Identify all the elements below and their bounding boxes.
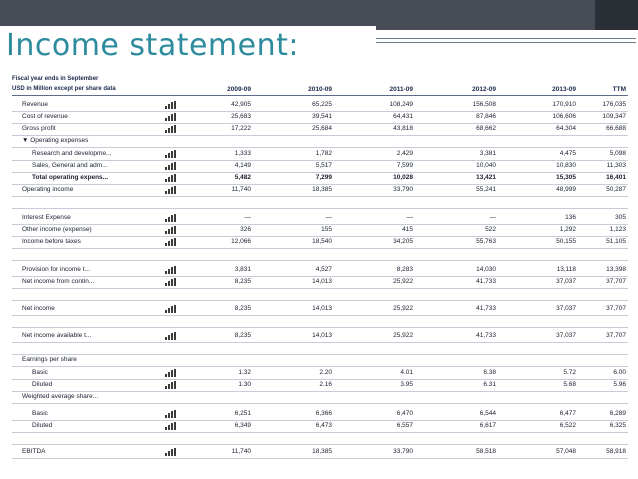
value-cell-2013-09: 4,475 (559, 150, 576, 157)
row-label: Revenue (22, 101, 49, 108)
table-row (12, 135, 628, 148)
value-cell-2011-09: 8,283 (396, 266, 413, 273)
row-label: Operating income (22, 186, 74, 193)
value-cell-2013-09: 64,304 (556, 125, 576, 132)
value-cell-2011-09: 4.01 (400, 369, 413, 376)
row-label: Diluted (32, 381, 53, 388)
row-label: Gross profit (22, 125, 56, 132)
row-label: Sales, General and adm... (32, 162, 108, 169)
value-cell-TTM: 58,918 (606, 448, 626, 455)
table-row (12, 354, 628, 367)
value-cell-2011-09: 3.95 (400, 381, 413, 388)
value-cell-2012-09: 68,662 (476, 125, 496, 132)
value-cell-2009-09: 8,235 (234, 305, 251, 312)
value-cell-2009-09: 12,066 (231, 238, 251, 245)
value-cell-2012-09: 41,733 (476, 278, 496, 285)
value-cell-TTM: 5.96 (613, 381, 626, 388)
value-cell-TTM: 13,398 (606, 266, 626, 273)
value-cell-2011-09: 7,599 (396, 162, 413, 169)
year-header-2012-09: 2012-09 (472, 86, 496, 93)
value-cell-2012-09: 41,733 (476, 305, 496, 312)
value-cell-2011-09: 64,431 (393, 113, 413, 120)
fiscal-year-note: Fiscal year ends in September (12, 76, 99, 82)
chart-icon[interactable] (165, 410, 179, 418)
value-cell-TTM: 6,289 (609, 410, 626, 417)
value-cell-2013-09: 10,830 (556, 162, 576, 169)
value-cell-2013-09: 6,522 (559, 422, 576, 429)
year-header-2009-09: 2009-09 (227, 86, 251, 93)
value-cell-2012-09: 6,617 (479, 422, 496, 429)
value-cell-2009-09: 1.32 (238, 369, 251, 376)
value-cell-2013-09: 13,118 (556, 266, 576, 273)
value-cell-TTM: 50,287 (606, 186, 626, 193)
row-label: Basic (32, 369, 48, 376)
value-cell-2012-09: — (489, 214, 496, 221)
value-cell-TTM: 66,688 (606, 125, 626, 132)
value-cell-2011-09: 108,249 (389, 101, 413, 108)
value-cell-2010-09: 39,541 (312, 113, 332, 120)
slide-title: Income statement: (6, 28, 299, 63)
row-label: Net income (22, 305, 55, 312)
row-label: Basic (32, 410, 48, 417)
title-rule-2 (376, 42, 636, 43)
value-cell-2010-09: 4,527 (315, 266, 332, 273)
value-cell-2011-09: 25,922 (393, 305, 413, 312)
value-cell-2013-09: 5.68 (563, 381, 576, 388)
chart-icon[interactable] (165, 305, 179, 313)
value-cell-2012-09: 6.31 (483, 381, 496, 388)
value-cell-2009-09: 3,831 (234, 266, 251, 273)
chart-icon[interactable] (165, 332, 179, 340)
value-cell-2010-09: 14,013 (312, 332, 332, 339)
value-cell-2010-09: 6,366 (315, 410, 332, 417)
value-cell-2011-09: 25,922 (393, 332, 413, 339)
value-cell-2013-09: 37,037 (556, 332, 576, 339)
table-row (12, 446, 628, 459)
value-cell-TTM: 37,707 (606, 278, 626, 285)
chart-icon[interactable] (165, 186, 179, 194)
value-cell-2010-09: 2.16 (319, 381, 332, 388)
value-cell-2009-09: 1.30 (238, 381, 251, 388)
chart-icon[interactable] (165, 174, 179, 182)
table-row (12, 288, 628, 301)
value-cell-2013-09: 57,048 (556, 448, 576, 455)
table-row (12, 432, 628, 445)
row-label: Diluted (32, 422, 53, 429)
value-cell-2013-09: 5.72 (563, 369, 576, 376)
year-header-2013-09: 2013-09 (552, 86, 576, 93)
chart-icon[interactable] (165, 381, 179, 389)
value-cell-2009-09: — (244, 214, 251, 221)
value-cell-2013-09: 136 (565, 214, 576, 221)
value-cell-TTM: 5,098 (609, 150, 626, 157)
value-cell-2012-09: 10,040 (476, 162, 496, 169)
value-cell-TTM: 109,347 (602, 113, 626, 120)
table-row (12, 248, 628, 261)
chart-icon[interactable] (165, 266, 179, 274)
value-cell-2012-09: 14,030 (476, 266, 496, 273)
value-cell-2012-09: 41,733 (476, 332, 496, 339)
value-cell-2013-09: 50,155 (556, 238, 576, 245)
value-cell-2011-09: 10,028 (393, 174, 413, 181)
value-cell-2012-09: 3,381 (479, 150, 496, 157)
table-row (12, 391, 628, 404)
value-cell-2009-09: 326 (240, 226, 251, 233)
row-label: EBITDA (22, 448, 46, 455)
value-cell-2010-09: 25,684 (312, 125, 332, 132)
row-label: Income before taxes (22, 238, 81, 245)
value-cell-2011-09: 6,557 (396, 422, 413, 429)
value-cell-2009-09: 6,349 (234, 422, 251, 429)
year-header-2011-09: 2011-09 (389, 86, 413, 93)
row-label: Net income available t... (22, 332, 92, 339)
value-cell-2012-09: 55,241 (476, 186, 496, 193)
chart-icon[interactable] (165, 226, 179, 234)
table-row (12, 315, 628, 328)
value-cell-2011-09: 43,818 (393, 125, 413, 132)
chart-icon[interactable] (165, 150, 179, 158)
value-cell-2011-09: 415 (402, 226, 413, 233)
value-cell-2010-09: 6,473 (315, 422, 332, 429)
value-cell-2009-09: 42,905 (231, 101, 251, 108)
value-cell-2009-09: 11,740 (231, 448, 251, 455)
units-note: USD in Million except per share data (12, 86, 116, 92)
row-label: Earnings per share (22, 356, 77, 363)
chart-icon[interactable] (165, 448, 179, 456)
value-cell-2010-09: 7,299 (315, 174, 332, 181)
value-cell-2011-09: 34,205 (393, 238, 413, 245)
value-cell-2011-09: 33,790 (393, 448, 413, 455)
value-cell-2010-09: 65,225 (312, 101, 332, 108)
value-cell-TTM: 1,123 (609, 226, 626, 233)
value-cell-2012-09: 6.38 (483, 369, 496, 376)
value-cell-2009-09: 5,482 (234, 174, 251, 181)
value-cell-2012-09: 6,544 (479, 410, 496, 417)
value-cell-2010-09: 5,517 (315, 162, 332, 169)
row-label: Interest Expense (22, 214, 71, 221)
title-rule (376, 38, 636, 39)
value-cell-2009-09: 11,740 (231, 186, 251, 193)
table-row (12, 196, 628, 209)
value-cell-2009-09: 8,235 (234, 332, 251, 339)
value-cell-2013-09: 15,305 (556, 174, 576, 181)
value-cell-2012-09: 55,763 (476, 238, 496, 245)
value-cell-2009-09: 4,149 (234, 162, 251, 169)
chart-icon[interactable] (165, 113, 179, 121)
chart-icon[interactable] (165, 162, 179, 170)
row-label: ▼ Operating expenses (22, 137, 89, 144)
value-cell-2012-09: 87,846 (476, 113, 496, 120)
value-cell-2013-09: 6,477 (559, 410, 576, 417)
value-cell-2010-09: 18,385 (312, 448, 332, 455)
value-cell-2010-09: — (325, 214, 332, 221)
value-cell-2013-09: 37,037 (556, 305, 576, 312)
row-label: Total operating expens... (32, 174, 109, 181)
row-label: Net income from contin... (22, 278, 95, 285)
value-cell-2011-09: 33,790 (393, 186, 413, 193)
chart-icon[interactable] (165, 214, 179, 222)
value-cell-TTM: 16,401 (606, 174, 626, 181)
value-cell-2010-09: 18,385 (312, 186, 332, 193)
top-bar-corner (595, 0, 638, 30)
chart-icon[interactable] (165, 422, 179, 430)
value-cell-2012-09: 58,518 (476, 448, 496, 455)
value-cell-TTM: 176,035 (602, 101, 626, 108)
row-label: Cost of revenue (22, 113, 68, 120)
value-cell-2013-09: 1,292 (559, 226, 576, 233)
value-cell-TTM: 6.00 (613, 369, 626, 376)
row-label: Research and developme... (32, 150, 112, 157)
row-label: Weighted average share... (22, 393, 99, 400)
value-cell-2011-09: 6,470 (396, 410, 413, 417)
row-label: Other income (expense) (22, 226, 92, 233)
header-rule (12, 95, 628, 96)
value-cell-2010-09: 155 (321, 226, 332, 233)
value-cell-TTM: 305 (615, 214, 626, 221)
chart-icon[interactable] (165, 125, 179, 133)
value-cell-2013-09: 48,999 (556, 186, 576, 193)
value-cell-2009-09: 25,683 (231, 113, 251, 120)
chart-icon[interactable] (165, 238, 179, 246)
value-cell-2013-09: 37,037 (556, 278, 576, 285)
value-cell-2013-09: 106,606 (552, 113, 576, 120)
value-cell-2010-09: 1,782 (315, 150, 332, 157)
value-cell-2011-09: 25,922 (393, 278, 413, 285)
value-cell-TTM: 37,707 (606, 305, 626, 312)
value-cell-2012-09: 156,508 (472, 101, 496, 108)
value-cell-2011-09: 2,429 (396, 150, 413, 157)
value-cell-2010-09: 14,013 (312, 305, 332, 312)
chart-icon[interactable] (165, 101, 179, 109)
value-cell-TTM: 37,707 (606, 332, 626, 339)
value-cell-2012-09: 522 (485, 226, 496, 233)
value-cell-TTM: 11,303 (606, 162, 626, 169)
value-cell-TTM: 6,325 (609, 422, 626, 429)
value-cell-2010-09: 14,013 (312, 278, 332, 285)
chart-icon[interactable] (165, 278, 179, 286)
row-label: Provision for income t... (22, 266, 90, 273)
value-cell-TTM: 51,105 (606, 238, 626, 245)
value-cell-2012-09: 13,421 (476, 174, 496, 181)
value-cell-2010-09: 18,540 (312, 238, 332, 245)
value-cell-2010-09: 2.20 (319, 369, 332, 376)
chart-icon[interactable] (165, 369, 179, 377)
year-header-TTM: TTM (612, 86, 626, 93)
value-cell-2009-09: 1,333 (234, 150, 251, 157)
value-cell-2009-09: 17,222 (231, 125, 251, 132)
year-header-2010-09: 2010-09 (308, 86, 332, 93)
value-cell-2011-09: — (406, 214, 413, 221)
value-cell-2009-09: 8,235 (234, 278, 251, 285)
value-cell-2013-09: 170,910 (552, 101, 576, 108)
value-cell-2009-09: 6,251 (234, 410, 251, 417)
income-statement-table (12, 74, 628, 479)
